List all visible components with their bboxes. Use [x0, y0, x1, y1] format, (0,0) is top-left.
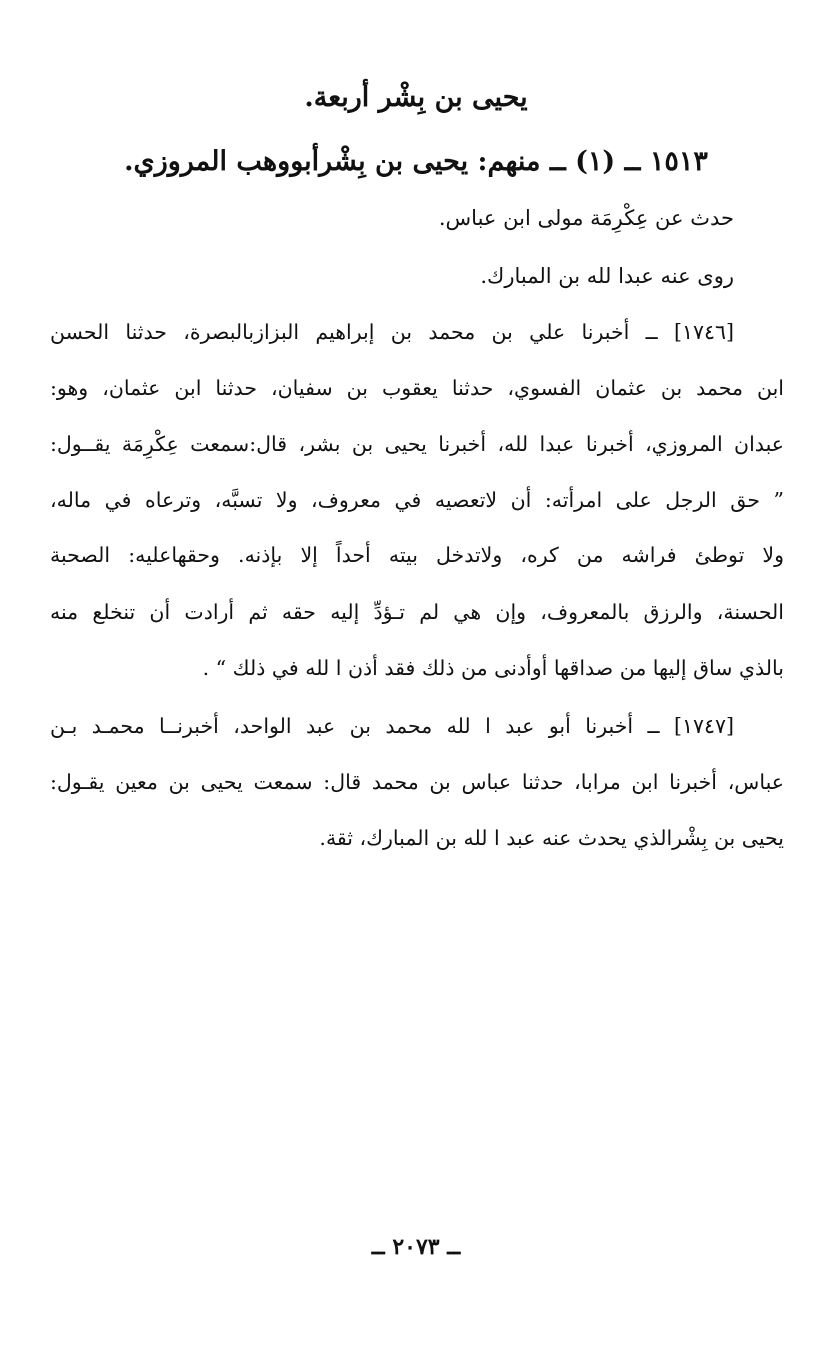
- intro-line-2: روى عنه عبدا لله بن المبارك.: [480, 264, 734, 288]
- narration-1746-line: [١٧٤٦] ــ أخبرنا علي بن محمد بن إبراهيم البزازبالبصرة، حدثنا الحسن: [50, 320, 734, 344]
- narration-1747-line: عباس، أخبرنا ابن مرابا، حدثنا عباس بن محمد قال: سمعت يحيى بن معين يقـول:: [50, 770, 784, 794]
- narration-1746-line: الحسنة، والرزق بالمعروف، وإن هي لم تـؤدِّ إليه حقه ثم أرادت أن تنخلع منه: [50, 600, 784, 624]
- intro-line-1: حدث عن عِكْرِمَة مولى ابن عباس.: [438, 206, 734, 230]
- narration-1746-line: ولا توطئ فراشه من كره، ولاتدخل بيته أحداً إلا بإذنه. وحقهاعليه: الصحبة: [50, 543, 784, 567]
- page-number: ــ ٢٠٧٣ ــ: [371, 1234, 461, 1260]
- narration-1746-line: بالذي ساق إليها من صداقها أوأدنى من ذلك فقد أذن ا لله في ذلك “ .: [202, 656, 784, 680]
- narration-1746-line: ابن محمد بن عثمان الفسوي، حدثنا يعقوب بن سفيان، حدثنا ابن عثمان، وهو:: [50, 376, 784, 400]
- entry-heading: ١٥١٣ ــ (١) ــ منهم: يحيى بن بِشْرأبووهب المروزي.: [124, 146, 708, 177]
- narration-1746-line: ” حق الرجل على امرأته: أن لاتعصيه في معروف، ولا تسبَّه، وترعاه في ماله،: [50, 488, 784, 512]
- narration-1747-line: يحيى بن بِشْرالذي يحدث عنه عبد ا لله بن المبارك، ثقة.: [319, 826, 784, 850]
- narration-1746-line: عبدان المروزي، أخبرنا عبدا لله، أخبرنا يحيى بن بشر، قال:سمعت عِكْرِمَة يقــول:: [50, 432, 784, 456]
- narration-1747-line: [١٧٤٧] ــ أخبرنا أبو عبد ا لله محمد بن عبد الواحد، أخبرنــا محمـد بـن: [50, 714, 734, 738]
- section-title: يحيى بن بِشْر أربعة.: [304, 82, 528, 113]
